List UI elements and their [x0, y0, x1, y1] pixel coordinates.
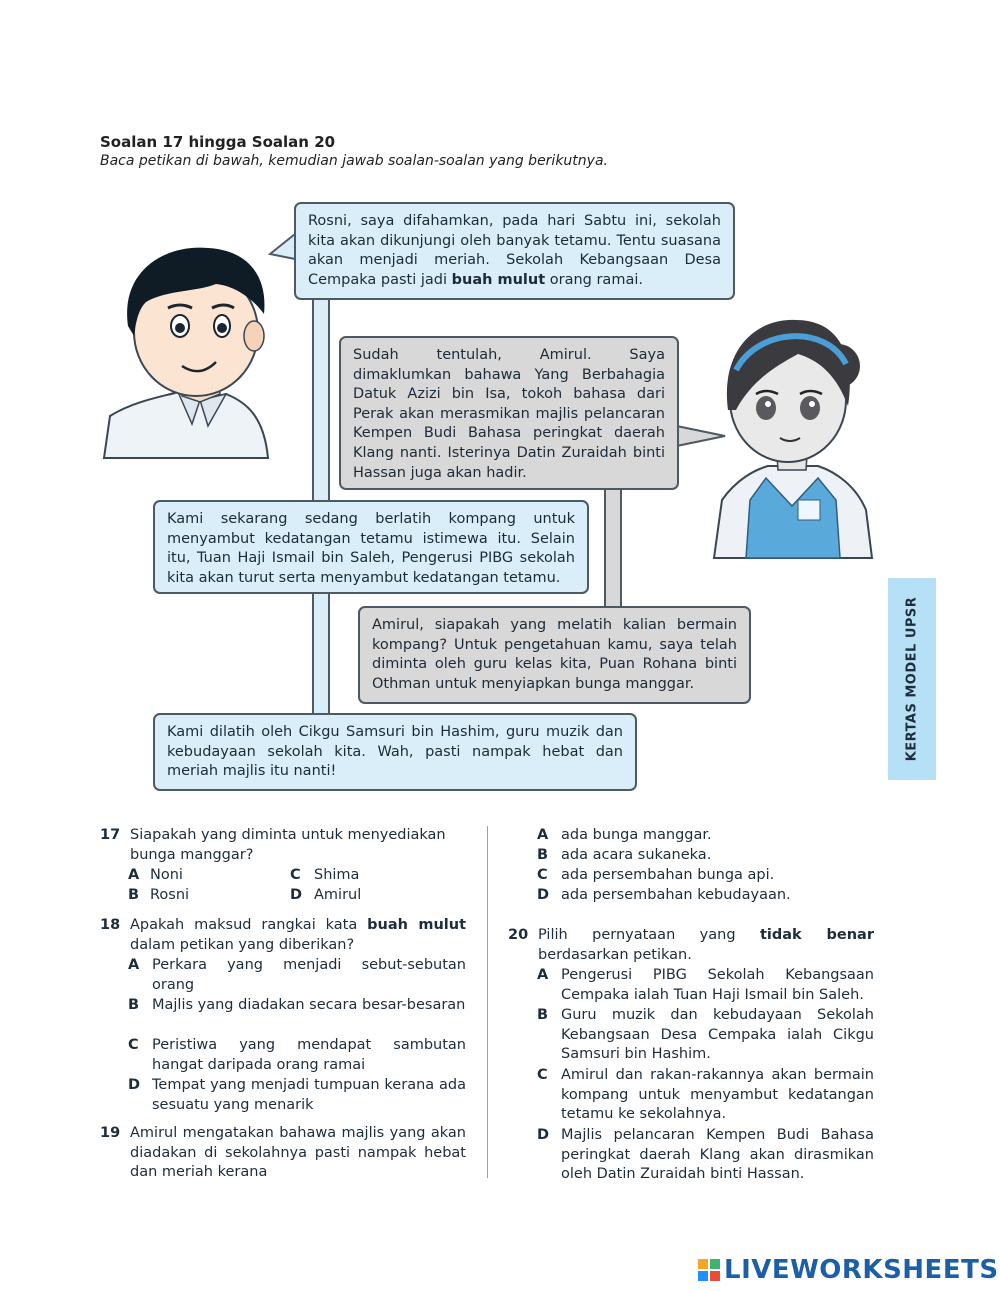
q18-letter-c: C — [128, 1037, 139, 1053]
column-divider — [487, 826, 488, 1178]
q19-letter-d: D — [537, 887, 550, 903]
q17-letter-d: D — [290, 887, 303, 903]
q19-letter-a: A — [537, 827, 549, 843]
q20-option-a[interactable]: Pengerusi PIBG Sekolah Kebangsaan Cempaka ialah Tuan Haji Ismail bin Saleh. — [561, 967, 874, 1003]
liveworksheets-logo-icon — [698, 1259, 720, 1281]
bubble-connector-left-lower — [312, 592, 330, 714]
bubble-3-text: Kami sekarang sedang berlatih kompang untuk menyambut kedatangan tetamu istimewa itu. Selain itu, Tuan Haji Ismail bin Saleh, Pengerusi PIBG sekolah kita akan turut serta menyambut kedatangan tetamu. — [167, 511, 575, 586]
speech-bubble-rosni-1 — [339, 336, 679, 490]
q18-option-d[interactable]: Tempat yang menjadi tumpuan kerana ada sesuatu yang menarik — [152, 1077, 466, 1113]
question-17-number: 17 — [100, 827, 121, 843]
q20-letter-d: D — [537, 1127, 550, 1143]
speech-bubble-amirul-1 — [294, 202, 735, 300]
bubble-5-text: Kami dilatih oleh Cikgu Samsuri bin Hashim, guru muzik dan kebudayaan sekolah kita. Wah, pasti nampak hebat dan meriah majlis itu nanti! — [167, 724, 623, 780]
q17-option-a[interactable]: Noni — [150, 867, 183, 883]
speech-bubble-amirul-3 — [153, 713, 637, 791]
q18-option-c[interactable]: Peristiwa yang mendapat sambutan hangat daripada orang ramai — [152, 1037, 466, 1073]
side-tab-label: KERTAS MODEL UPSR — [904, 596, 920, 762]
q20-option-d[interactable]: Majlis pelancaran Kempen Budi Bahasa peringkat daerah Klang akan dirasmikan oleh Datin Zuraidah binti Hassan. — [561, 1127, 874, 1183]
bubble-4-text: Amirul, siapakah yang melatih kalian bermain kompang? Untuk pengetahuan kamu, saya telah diminta oleh guru kelas kita, Puan Rohana binti Othman untuk menyiapkan bunga manggar. — [372, 617, 737, 692]
q18-text-post: dalam petikan yang diberikan? — [130, 936, 355, 953]
q20-bold-phrase: tidak benar — [759, 927, 874, 943]
question-20-text — [538, 926, 874, 965]
section-title: Soalan 17 hingga Soalan 20 — [100, 133, 336, 151]
bubble-connector-right — [604, 487, 622, 611]
question-18-text — [130, 916, 466, 955]
speech-bubble-rosni-2 — [358, 606, 751, 704]
q18-letter-b: B — [128, 997, 140, 1013]
q17-option-b[interactable]: Rosni — [150, 887, 190, 903]
bubble-1-text-end: orang ramai. — [545, 271, 643, 288]
q19-letter-c: C — [537, 867, 548, 883]
boy-illustration — [96, 240, 276, 460]
question-19-text: Amirul mengatakan bahawa majlis yang akan diadakan di sekolahnya pasti nampak hebat dan meriah kerana — [130, 1125, 466, 1181]
bubble-connector-left — [312, 298, 330, 506]
liveworksheets-logo-text: LIVEWORKSHEETS — [724, 1255, 999, 1285]
q20-text-pre: Pilih pernyataan yang — [538, 927, 760, 943]
q19-option-b[interactable]: ada acara sukaneka. — [561, 847, 712, 863]
liveworksheets-logo — [698, 1256, 999, 1284]
q19-letter-b: B — [537, 847, 549, 863]
question-17-text: Siapakah yang diminta untuk menyediakan bunga manggar? — [130, 827, 446, 863]
q17-letter-b: B — [128, 887, 140, 903]
q18-option-b[interactable]: Majlis yang diadakan secara besar-besaran — [152, 997, 466, 1013]
side-tab — [888, 578, 936, 780]
q20-option-b[interactable]: Guru muzik dan kebudayaan Sekolah Kebangsaan Desa Cempaka ialah Cikgu Samsuri bin Hashim. — [561, 1007, 874, 1063]
q18-text-pre: Apakah maksud rangkai kata — [130, 917, 368, 933]
q19-option-a[interactable]: ada bunga manggar. — [561, 827, 712, 843]
bubble-1-text: Rosni, saya difahamkan, pada hari Sabtu ini, sekolah kita akan dikunjungi oleh banyak tetamu. Tentu suasana akan menjadi meriah. Sekolah Kebangsaan Desa Cempaka pasti jadi — [308, 213, 721, 288]
question-18-number: 18 — [100, 917, 121, 933]
question-19-number: 19 — [100, 1125, 121, 1141]
girl-illustration — [706, 310, 876, 560]
q20-letter-c: C — [537, 1067, 548, 1083]
question-20-number: 20 — [508, 927, 529, 943]
q17-option-d[interactable]: Amirul — [314, 887, 362, 903]
q17-letter-a: A — [128, 867, 140, 883]
q19-option-d[interactable]: ada persembahan kebudayaan. — [561, 887, 791, 903]
q18-letter-a: A — [128, 957, 140, 973]
q20-text-post: berdasarkan petikan. — [538, 946, 692, 963]
q20-letter-b: B — [537, 1007, 549, 1023]
q18-option-a[interactable]: Perkara yang menjadi sebut-sebutan orang — [152, 957, 466, 993]
bubble-2-text: Sudah tentulah, Amirul. Saya dimaklumkan bahawa Yang Berbahagia Datuk Azizi bin Isa, tokoh bahasa dari Perak akan merasmikan majlis pelancaran Kempen Budi Bahasa peringkat daerah Klang nanti. Isterinya Datin Zuraidah binti Hassan juga akan hadir. — [353, 347, 665, 481]
speech-bubble-amirul-2 — [153, 500, 589, 594]
q19-option-c[interactable]: ada persembahan bunga api. — [561, 867, 775, 883]
section-instruction: Baca petikan di bawah, kemudian jawab soalan-soalan yang berikutnya. — [100, 153, 608, 169]
q17-option-c[interactable]: Shima — [314, 867, 360, 883]
q18-letter-d: D — [128, 1077, 141, 1093]
q17-letter-c: C — [290, 867, 301, 883]
q18-bold-phrase: buah mulut — [367, 917, 466, 933]
bubble-1-bold-phrase: buah mulut — [451, 271, 546, 288]
q20-letter-a: A — [537, 967, 549, 983]
q20-option-c[interactable]: Amirul dan rakan-rakannya akan bermain kompang untuk menyambut kedatangan tetamu ke sekolahnya. — [561, 1067, 874, 1123]
